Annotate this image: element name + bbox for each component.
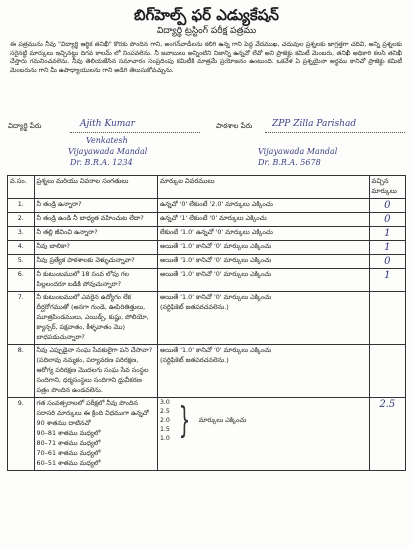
row-marks: అయితే '1.0' కానిచో '0' మార్కులు ఎక్కించు <box>159 346 272 354</box>
table-row <box>8 199 406 213</box>
signature-left: Dr. B.R.A. 1234 <box>70 158 133 167</box>
grade-points: 3.0 <box>159 399 170 406</box>
grade-points: 2.5 <box>159 408 170 415</box>
grade-label: 70–61 శాతము మధ్యలో <box>36 449 101 457</box>
father-name-value: Venkatesh <box>86 136 128 145</box>
row-number: 6. <box>8 269 35 292</box>
grade-scale <box>160 399 367 442</box>
row-question: నీవు ఎప్పుడైనా సంఘ సేవకులైగా పని చేసావా? (పదిలావు నమ్మకం, పర్యావరణ పరిరక్షణ, ఆరోగ్య పరిరక్షణ మొదలగు సంఘ సేవ సంస్థల సందిగాని, ధర్మసంస్థలు సందిగాని ధ్రువీకరణ పత్రం పొందిన ఉండవలెను. <box>34 345 157 398</box>
table-row <box>8 292 406 345</box>
student-name-value: Ajith Kumar <box>80 119 135 129</box>
row-note: (సర్టిఫికెట్ జతపరచవలెను.) <box>159 303 229 311</box>
row-score: 0 <box>369 255 405 269</box>
row-question: నీవు బాలికా? <box>34 241 157 255</box>
row-number: 7. <box>8 292 35 345</box>
row-marks: లేకుంటే '1.0' ఉన్నచో '0' మార్కులు ఎక్కించు <box>157 227 369 241</box>
village-name-right: Vijayawada Mandal <box>258 147 338 156</box>
row-marks: అయితే '1.0' కానిచో '0' మార్కులు ఎక్కించు <box>157 255 369 269</box>
grade-label: 80–71 శాతము మధ్యలో <box>36 439 101 447</box>
row-number: 2. <box>8 213 35 227</box>
row-marks: మార్కులు ఎక్కించు <box>198 415 247 424</box>
row-number: 9. <box>8 398 35 471</box>
row-score <box>369 292 405 345</box>
row-marks-cell <box>157 292 369 345</box>
row-question: నీవు ప్రత్యేక పాఠశాలకు వెళ్ళుచున్నావా? <box>34 255 157 269</box>
row-question-cell <box>34 398 157 471</box>
row-question: గత సంవత్సరాలలో పరీక్షలో నీవు పొందిన సరాసరి మార్కులు ఈ క్రింది విధముగా ఉన్నచో <box>36 399 149 417</box>
school-name-line <box>265 132 405 133</box>
school-name-value: ZPP Zilla Parishad <box>272 119 357 129</box>
document-title: బిగ్‌హెల్ప్ ఫర్ ఎడ్యుకేషన్ <box>134 6 279 24</box>
table-row <box>8 255 406 269</box>
row-number: 5. <box>8 255 35 269</box>
grade-points: 2.0 <box>159 417 170 424</box>
row-number: 3. <box>8 227 35 241</box>
row-score: 1 <box>369 269 405 292</box>
grade-label: 90 శాతము దాటినచో <box>36 419 91 427</box>
row-marks: అయితే '1.0' కానిచో '0' మార్కులు ఎక్కించు <box>157 269 369 292</box>
village-name-left: Vijayawada Mandal <box>68 147 148 156</box>
col-header-no: వ.సం. <box>8 176 35 199</box>
brace-icon: } <box>178 399 190 441</box>
table-row <box>8 269 406 292</box>
row-score: 0 <box>369 213 405 227</box>
row-question: నీ కుటుంబములో 18 సంవ లోపు గల పిల్లలందరూ బడికి పోవుచున్నారా? <box>34 269 157 292</box>
table-row <box>8 213 406 227</box>
row-score: 1 <box>369 241 405 255</box>
col-header-score: వచ్చిన మార్కులు <box>369 176 405 199</box>
col-header-marks: మార్కుల వివరములు <box>157 176 369 199</box>
row-marks: అయితే '1.0' కానిచో '0' మార్కులు ఎక్కించు <box>157 241 369 255</box>
student-name-label: విద్యార్థి పేరు <box>8 122 42 130</box>
row-question: నీ తల్లి జీవించి ఉన్నారా? <box>34 227 157 241</box>
row-score: 0 <box>369 199 405 213</box>
table-header-row <box>8 176 406 199</box>
row-question: నీ కుటుంబములో ఎవరైన ఉద్యోగం లేక దీర్ఘరోగముతో (అనగా గుండె, ఊపిరితిత్తులు, మూత్రపిండములు, ఎయిడ్స్, కుష్టు, పోలియో, క్యాన్సర్, పక్షవాతం, కీళ్ళవాతం మొ) బాధపడుచున్నారా? <box>34 292 157 345</box>
row-number: 8. <box>8 345 35 398</box>
grade-label: 60–51 శాతము మధ్యలో <box>36 459 101 467</box>
grade-label: 90–81 శాతము మధ్యలో <box>36 429 101 437</box>
table-row <box>8 398 406 471</box>
col-header-question: ప్రశ్నలు మరియు వివరాల సంగతులు <box>34 176 157 199</box>
grade-points: 1.5 <box>159 426 170 433</box>
grade-points-list <box>160 399 170 442</box>
student-name-line <box>70 132 200 133</box>
grade-points: 1.0 <box>159 435 170 442</box>
row-marks: ఉన్నచో '1' లేకుంటే '0' మార్కులు ఎక్కించు <box>157 213 369 227</box>
row-note: (సర్టిఫికెట్ జతపరచవలెను.) <box>159 356 229 364</box>
row-number: 1. <box>8 199 35 213</box>
row-marks: ఉన్నచో '0' లేకుంటే '2.0' మార్కులు ఎక్కించు <box>157 199 369 213</box>
signature-right: Dr. B.R.A. 5678 <box>258 158 321 167</box>
school-name-label: పాఠశాల పేరు <box>216 122 253 130</box>
row-number: 4. <box>8 241 35 255</box>
row-marks: అయితే '1.0' కానిచో '0' మార్కులు ఎక్కించు <box>159 293 272 301</box>
table-row <box>8 241 406 255</box>
row-marks-cell <box>157 345 369 398</box>
row-question: నీ తండ్రి ఉండి నీ బాధ్యత వహించుట లేదా? <box>34 213 157 227</box>
table-row <box>8 345 406 398</box>
row-score <box>369 345 405 398</box>
criteria-table <box>7 175 406 471</box>
grade-scale-cell <box>157 398 369 471</box>
instructions-paragraph: ఈ పత్రమును నీవు "విద్యార్థి ఆర్థిక తనిఖీ" కొరకు పొందిన గాని, అంగన్‌వాడీలను కలిగి ఉన్న గాని పెద్ద వేదముఖ, చదువుల ప్రశ్నలకు జాగ్రత్తగా చదివి, అన్ని ప్రశ్నలకు సరైనట్టి మార్కులు ఇచ్చినట్టు దిగవ కాలమ్ లో నింపవలెను. నీ జవాబులు అన్నింటిని నిజాన్ని ఉన్నవో లేవో అని ప్రాజెక్టు కమిటీ మెంబరు, తనిఖీ అధికారి కలసి తనిఖీ చేస్తారు గమనించవలెను. నీవు తెలియజేసిన సమాచారం సంప్రదింపు కమిటీకి మాత్రమే ప్రయోజనం ఉంటుంది. ఒకవేళ ఏ ప్రశ్నయైనా అర్థము కానిచో ప్రాజెక్టు కమిటీ మెంబరును గాని మీ ఉపాధ్యాయులను గాని అడిగి తెలుసుకోవచ్చును. <box>10 41 402 74</box>
document-subtitle: విద్యార్థి ట్రస్టింగ్ పరీక్ష పత్రము <box>156 26 257 36</box>
table-row <box>8 227 406 241</box>
row-score: 2.5 <box>369 398 405 471</box>
row-question: నీ తండ్రి ఉన్నారా? <box>34 199 157 213</box>
row-score: 1 <box>369 227 405 241</box>
